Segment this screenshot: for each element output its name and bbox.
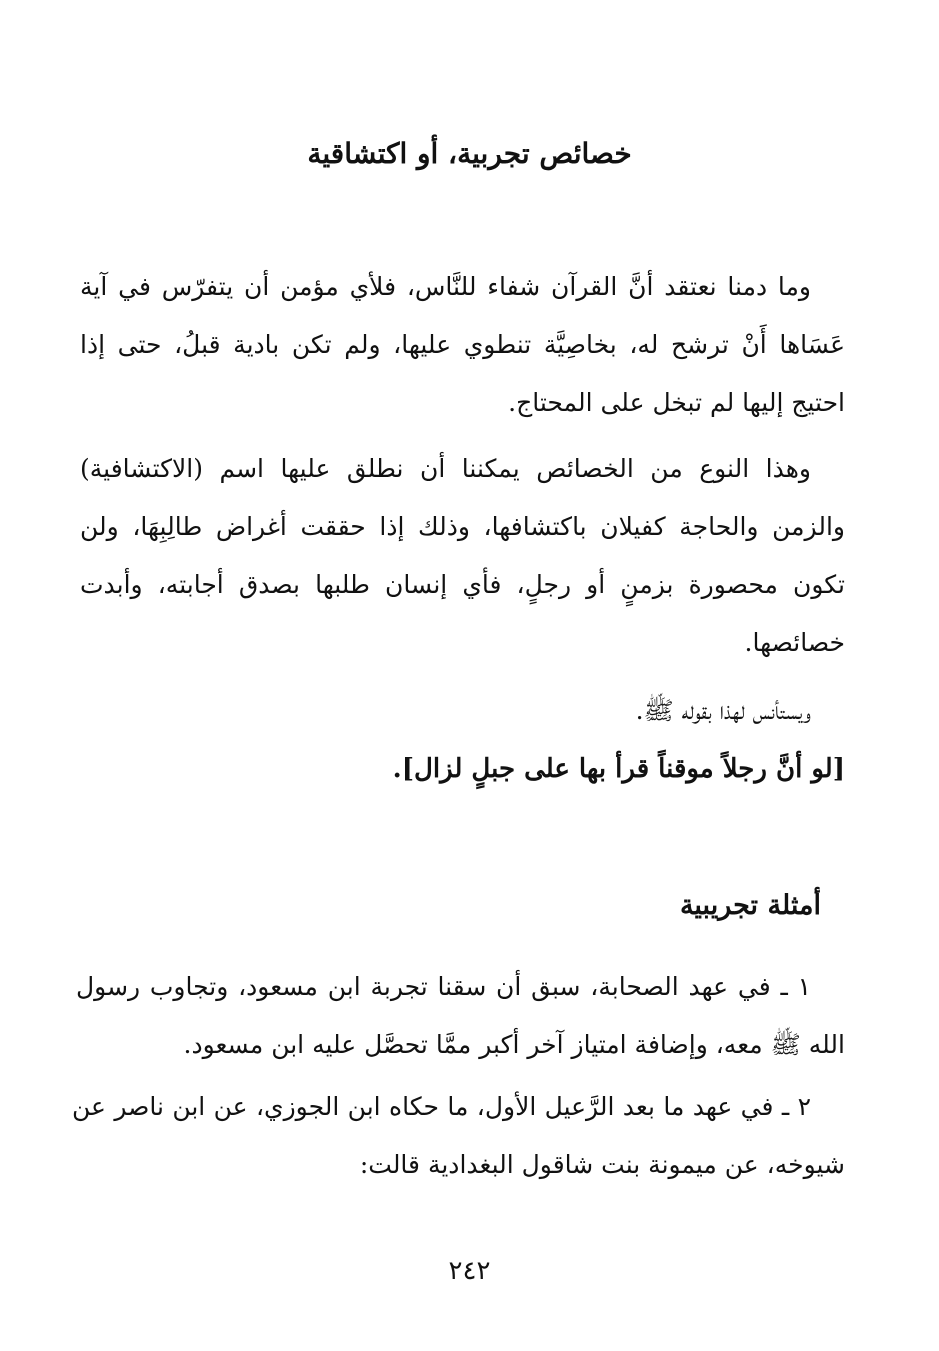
paragraph-3: ويستأنس لهذا بقوله ﷺ.	[635, 696, 811, 725]
example-2: ٢ ـ في عهد ما بعد الرَّعيل الأول، ما حكاه ابن الجوزي، عن ابن ناصر عن شيوخه، عن ميمونة بنت شاقول البغدادية قالت:	[72, 1092, 845, 1179]
page-number: ٢٤٢	[448, 1256, 491, 1286]
paragraph-1: وما دمنا نعتقد أنَّ القرآن شفاء للنَّاس، فلأي مؤمن أن يتفرّس في آية عَسَاها أَنْ ترشح له، بخاصِيَّة تنطوي عليها، ولم تكن بادية قبلُ، حتى إذا احتيج إليها لم تبخل على المحتاج.	[80, 272, 845, 417]
paragraph-2: وهذا النوع من الخصائص يمكننا أن نطلق عليها اسم (الاكتشافية) والزمن والحاجة كفيلان باكتشافها، وذلك إذا حققت أغراض طالِبِهَا، ولن تكون محصورة بزمنٍ أو رجلٍ، فأي إنسان طلبها بصدق أجابته، وأبدت خصائصها.	[80, 454, 845, 657]
section-subheading: أمثلة تجريبية	[679, 890, 821, 921]
hadith-quote: [لو أنَّ رجلاً موقناً قرأ بها على جبلٍ لزال].	[392, 754, 845, 784]
example-1: ١ ـ في عهد الصحابة، سبق أن سقنا تجربة ابن مسعود، وتجاوب رسول الله ﷺ معه، وإضافة امتياز آخر أكبر ممَّا تحصَّل عليه ابن مسعود.	[76, 972, 845, 1059]
page-title: خصائص تجربية، أو اكتشاقية	[307, 136, 632, 170]
